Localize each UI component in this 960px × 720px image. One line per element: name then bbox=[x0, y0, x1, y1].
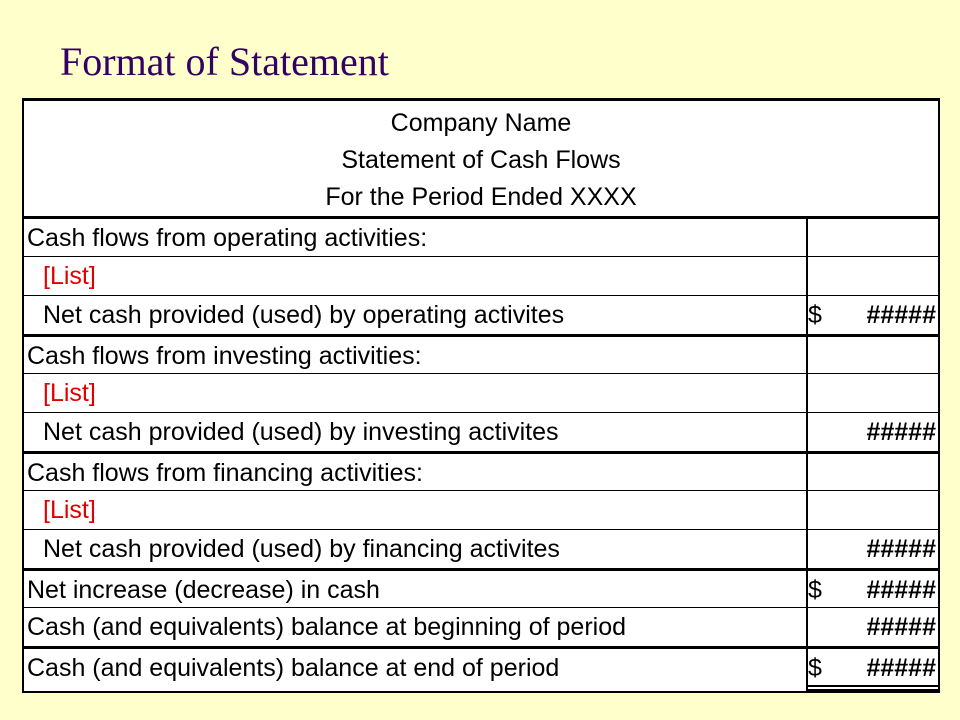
row-amount bbox=[804, 530, 936, 568]
investing-section-heading bbox=[24, 334, 938, 375]
ending-balance-row bbox=[24, 646, 938, 687]
list-placeholder: [List] bbox=[43, 262, 96, 290]
row-label: Cash (and equivalents) balance at beginning of period bbox=[27, 613, 627, 641]
row-amount bbox=[804, 649, 936, 687]
list-placeholder: [List] bbox=[43, 379, 96, 407]
double-underline-rule bbox=[808, 685, 938, 687]
row-label: Cash flows from investing activities: bbox=[27, 342, 422, 370]
list-placeholder: [List] bbox=[43, 496, 96, 524]
row-label: Net cash provided (used) by financing activites bbox=[43, 535, 560, 563]
statement-period: For the Period Ended XXXX bbox=[325, 183, 637, 211]
operating-list-row bbox=[24, 256, 938, 295]
double-underline-rule bbox=[808, 689, 938, 691]
amount-value: ##### bbox=[866, 613, 936, 641]
financing-list-row bbox=[24, 490, 938, 529]
row-amount bbox=[804, 608, 936, 646]
net-investing-row bbox=[24, 412, 938, 451]
dollar-sign: $ bbox=[808, 301, 822, 329]
amount-value: ##### bbox=[866, 576, 936, 604]
financing-section-heading bbox=[24, 451, 938, 492]
cash-flow-statement bbox=[22, 98, 940, 693]
beginning-balance-row bbox=[24, 607, 938, 646]
net-financing-row bbox=[24, 529, 938, 568]
net-operating-row bbox=[24, 295, 938, 334]
amount-value: ##### bbox=[866, 301, 936, 329]
slide-title: Format of Statement bbox=[60, 39, 389, 84]
net-increase-row bbox=[24, 568, 938, 609]
investing-list-row bbox=[24, 373, 938, 412]
dollar-sign: $ bbox=[808, 576, 822, 604]
statement-name: Statement of Cash Flows bbox=[341, 146, 621, 174]
row-label: Cash (and equivalents) balance at end of period bbox=[27, 654, 560, 682]
amount-value: ##### bbox=[866, 535, 936, 563]
row-label: Net cash provided (used) by operating activites bbox=[43, 301, 565, 329]
row-label: Net cash provided (used) by investing activites bbox=[43, 418, 559, 446]
row-amount bbox=[804, 413, 936, 451]
row-amount bbox=[804, 296, 936, 334]
company-name: Company Name bbox=[390, 109, 572, 137]
operating-section-heading bbox=[24, 216, 938, 257]
amount-value: ##### bbox=[866, 418, 936, 446]
row-label: Cash flows from operating activities: bbox=[27, 224, 428, 252]
amount-value: ##### bbox=[866, 654, 936, 682]
row-label: Cash flows from financing activities: bbox=[27, 459, 423, 487]
row-amount bbox=[804, 571, 936, 609]
dollar-sign: $ bbox=[808, 654, 822, 682]
row-label: Net increase (decrease) in cash bbox=[27, 576, 380, 604]
